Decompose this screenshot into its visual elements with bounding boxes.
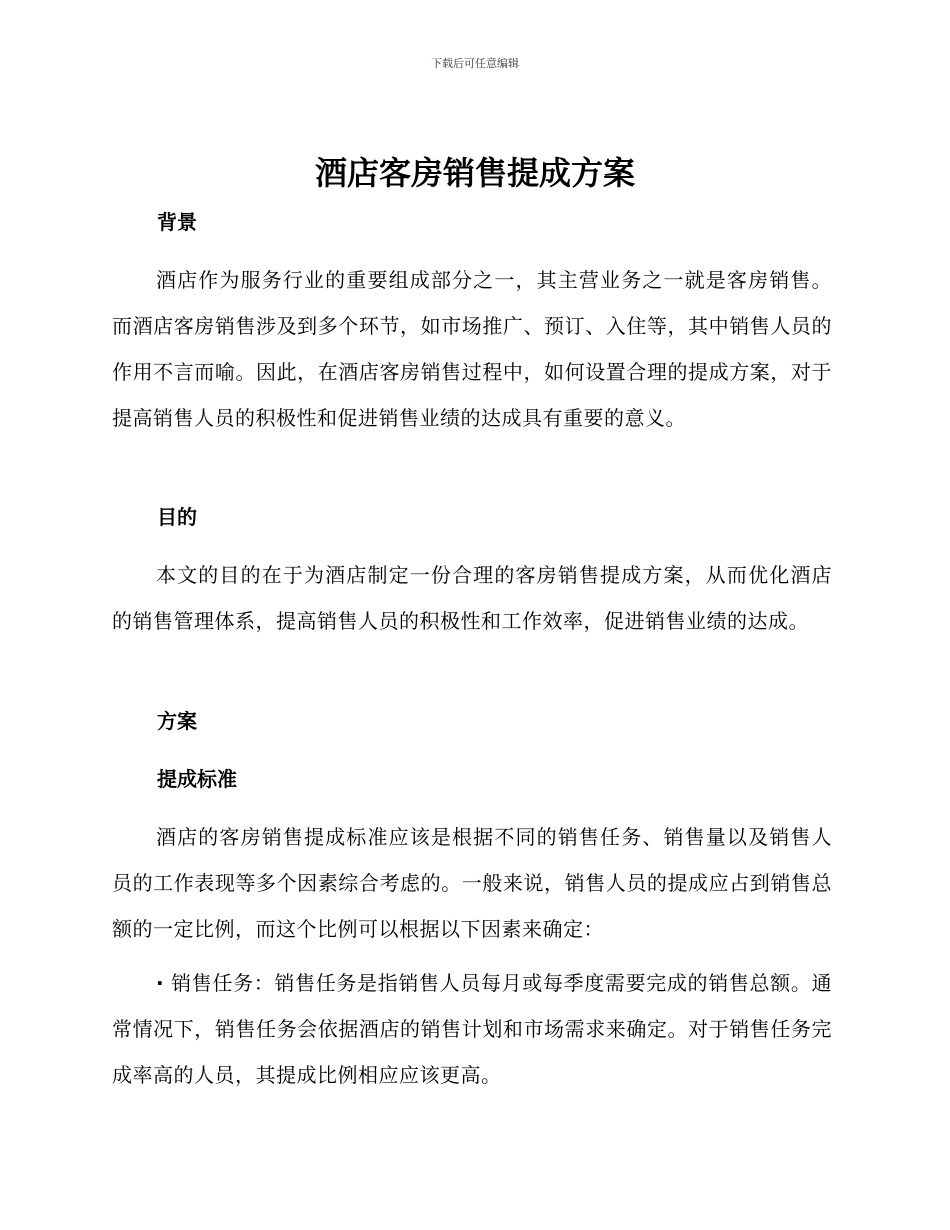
paragraph-commission-standard: 酒店的客房销售提成标准应该是根据不同的销售任务、销售量以及销售人员的工作表现等多个因素综合考虑的。一般来说，销售人员的提成应占到销售总额的一定比例，而这个比例可以根据以下因素来确定： bbox=[112, 825, 832, 941]
subsection-heading-commission-standard: 提成标准 bbox=[157, 767, 237, 791]
document-title: 酒店客房销售提成方案 bbox=[314, 154, 635, 192]
section-heading-background: 背景 bbox=[157, 210, 197, 234]
bullet-item-sales-task bbox=[112, 960, 832, 1098]
section-heading-purpose: 目的 bbox=[157, 505, 197, 529]
paragraph-purpose: 本文的目的在于为酒店制定一份合理的客房销售提成方案，从而优化酒店的销售管理体系，提高销售人员的积极性和工作效率，促进销售业绩的达成。 bbox=[112, 563, 832, 633]
bullet-marker: · bbox=[156, 971, 165, 995]
section-heading-plan: 方案 bbox=[157, 709, 197, 733]
bullet-text: 销售任务：销售任务是指销售人员每月或每季度需要完成的销售总额。通常情况下，销售任务会依据酒店的销售计划和市场需求来确定。对于销售任务完成率高的人员，其提成比例相应应该更高。 bbox=[112, 971, 832, 1087]
paragraph-background: 酒店作为服务行业的重要组成部分之一，其主营业务之一就是客房销售。而酒店客房销售涉及到多个环节，如市场推广、预订、入住等，其中销售人员的作用不言而喻。因此，在酒店客房销售过程中，如何设置合理的提成方案，对于提高销售人员的积极性和促进销售业绩的达成具有重要的意义。 bbox=[112, 268, 832, 430]
page-header-note: 下载后可任意编辑 bbox=[431, 57, 519, 70]
